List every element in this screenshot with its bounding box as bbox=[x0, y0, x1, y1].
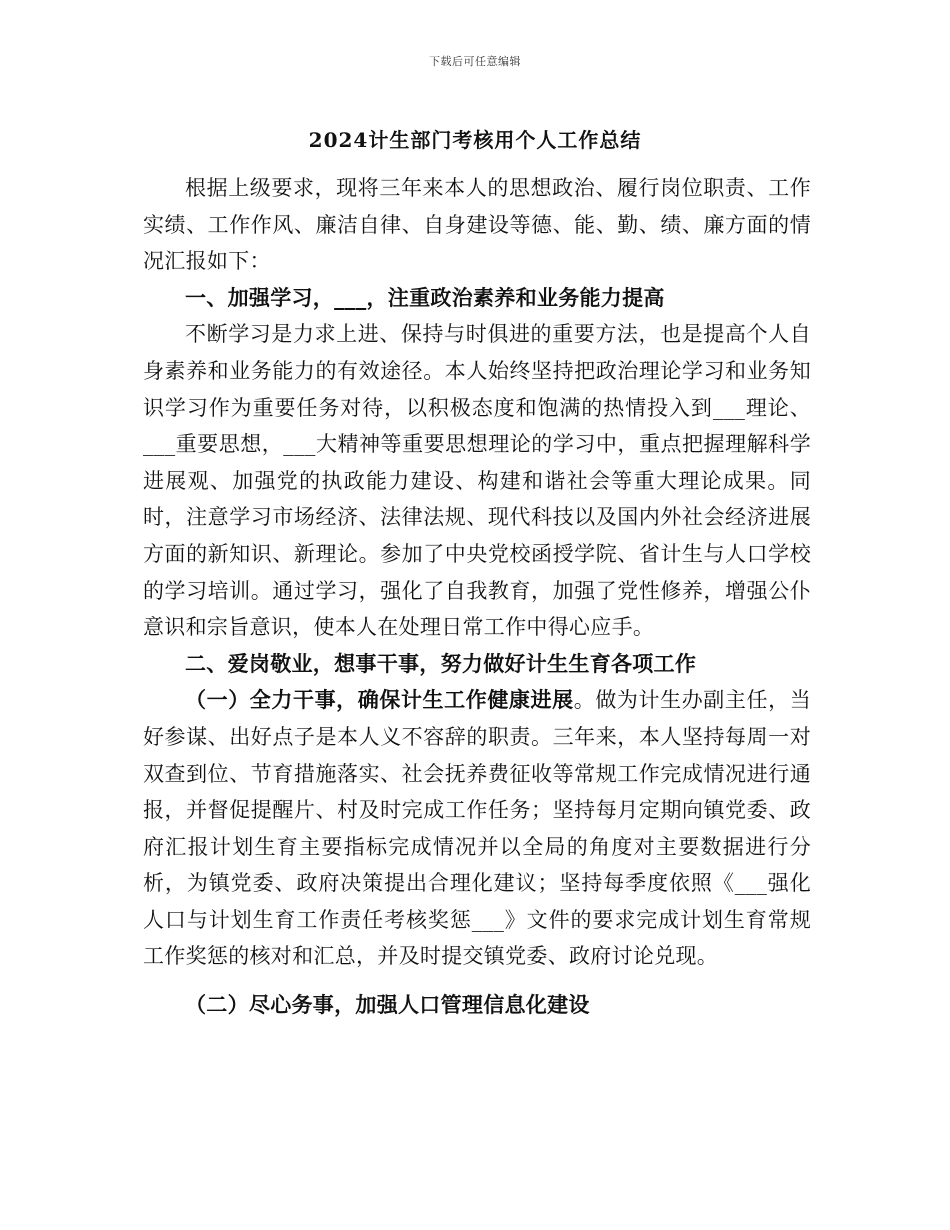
section2-sub1-body: 。做为计生办副主任，当好参谋、出好点子是本人义不容辞的职责。三年来，本人坚持每周一对双查到位、节育措施落实、社会抚养费征收等常规工作完成情况进行通报，并督促提醒片、村及时完成工作任务；坚持每月定期向镇党委、政府汇报计划生育主要指标完成情况并以全局的角度对主要数据进行分析，为镇党委、政府决策提出合理化建议；坚持每季度依照《___强化人口与计划生育工作责任考核奖惩___》文件的要求完成计划生育常规工作奖惩的核对和汇总，并及时提交镇党委、政府讨论兑现。 bbox=[143, 688, 811, 969]
header-note: 下载后可任意编辑 bbox=[429, 55, 521, 68]
section2-heading: 二、爱岗敬业，想事干事，努力做好计生生育各项工作 bbox=[185, 650, 697, 676]
section2-sub1-paragraph bbox=[143, 682, 811, 975]
intro-paragraph: 根据上级要求，现将三年来本人的思想政治、履行岗位职责、工作实绩、工作作风、廉洁自律、自身建设等德、能、勤、绩、廉方面的情况汇报如下： bbox=[143, 176, 811, 274]
document-title: 2024计生部门考核用个人工作总结 bbox=[308, 128, 642, 152]
section1-heading: 一、加强学习，___，注重政治素养和业务能力提高 bbox=[185, 284, 665, 310]
section1-paragraph: 不断学习是力求上进、保持与时俱进的重要方法，也是提高个人自身素养和业务能力的有效途径。本人始终坚持把政治理论学习和业务知识学习作为重要任务对待，以积极态度和饱满的热情投入到___理论、___重要思想，___大精神等重要思想理论的学习中，重点把握理解科学进展观、加强党的执政能力建设、构建和谐社会等重大理论成果。同时，注意学习市场经济、法律法规、现代科技以及国内外社会经济进展方面的新知识、新理论。参加了中央党校函授学院、省计生与人口学校的学习培训。通过学习，强化了自我教育，加强了党性修养，增强公仆意识和宗旨意识，使本人在处理日常工作中得心应手。 bbox=[143, 322, 811, 640]
section2-sub2-heading: （二）尽心务事，加强人口管理信息化建设 bbox=[185, 992, 590, 1018]
document-body bbox=[143, 170, 811, 1024]
section2-sub1-heading: （一）全力干事，确保计生工作健康进展 bbox=[185, 687, 574, 713]
